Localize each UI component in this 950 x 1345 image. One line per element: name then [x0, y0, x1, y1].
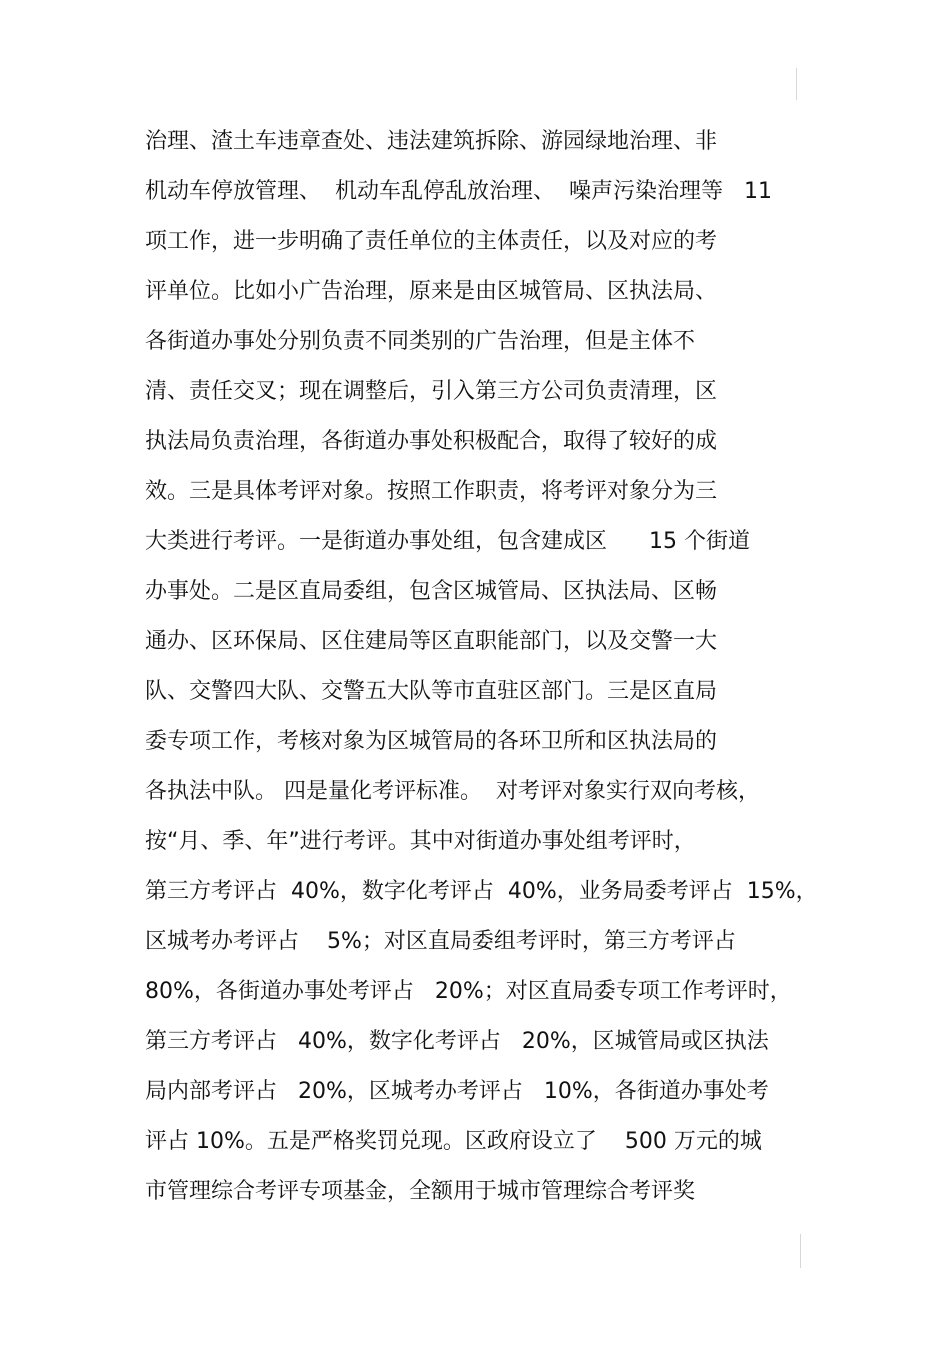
body-text-line: 第三方考评占 40%，数字化考评占 40%，业务局委考评占 15%，	[145, 879, 818, 904]
body-text-line: 委专项工作，考核对象为区城管局的各环卫所和区执法局的	[145, 729, 718, 754]
body-text-line: 执法局负责治理，各街道办事处积极配合，取得了较好的成	[145, 429, 718, 454]
body-text-line: 市管理综合考评专项基金，全额用于城市管理综合考评奖	[145, 1179, 696, 1204]
body-text-line: 各执法中队。 四是量化考评标准。 对考评对象实行双向考核，	[145, 779, 760, 804]
body-text-line: 治理、渣土车违章查处、违法建筑拆除、游园绿地治理、非	[145, 129, 718, 154]
body-text-line: 评占 10%。五是严格奖罚兑现。区政府设立了 500 万元的城	[145, 1129, 762, 1154]
body-text-line: 80%，各街道办事处考评占 20%；对区直局委专项工作考评时，	[145, 979, 792, 1004]
body-text-line: 按“月、季、年”进行考评。其中对街道办事处组考评时，	[145, 829, 696, 854]
body-text-line: 局内部考评占 20%，区城考办考评占 10%，各街道办事处考	[145, 1079, 769, 1104]
crop-mark-top-right	[796, 68, 797, 100]
body-text-line: 清、责任交叉；现在调整后，引入第三方公司负责清理，区	[145, 379, 718, 404]
body-text-line: 办事处。二是区直局委组，包含区城管局、区执法局、区畅	[145, 579, 718, 604]
crop-mark-bottom-right	[800, 1234, 801, 1268]
body-text-line: 第三方考评占 40%，数字化考评占 20%，区城管局或区执法	[145, 1029, 769, 1054]
body-text-line: 机动车停放管理、 机动车乱停乱放治理、 噪声污染治理等 11	[145, 179, 772, 204]
body-text-line: 大类进行考评。一是街道办事处组，包含建成区 15 个街道	[145, 529, 750, 554]
body-text-line: 各街道办事处分别负责不同类别的广告治理，但是主体不	[145, 329, 696, 354]
body-text-line: 区城考办考评占 5%；对区直局委组考评时，第三方考评占	[145, 929, 736, 954]
body-text-line: 效。三是具体考评对象。按照工作职责，将考评对象分为三	[145, 479, 718, 504]
body-text-line: 评单位。比如小广告治理，原来是由区城管局、区执法局、	[145, 279, 718, 304]
body-text-line: 队、交警四大队、交警五大队等市直驻区部门。三是区直局	[145, 679, 718, 704]
body-text-line: 通办、区环保局、区住建局等区直职能部门，以及交警一大	[145, 629, 718, 654]
body-text-line: 项工作，进一步明确了责任单位的主体责任，以及对应的考	[145, 229, 718, 254]
